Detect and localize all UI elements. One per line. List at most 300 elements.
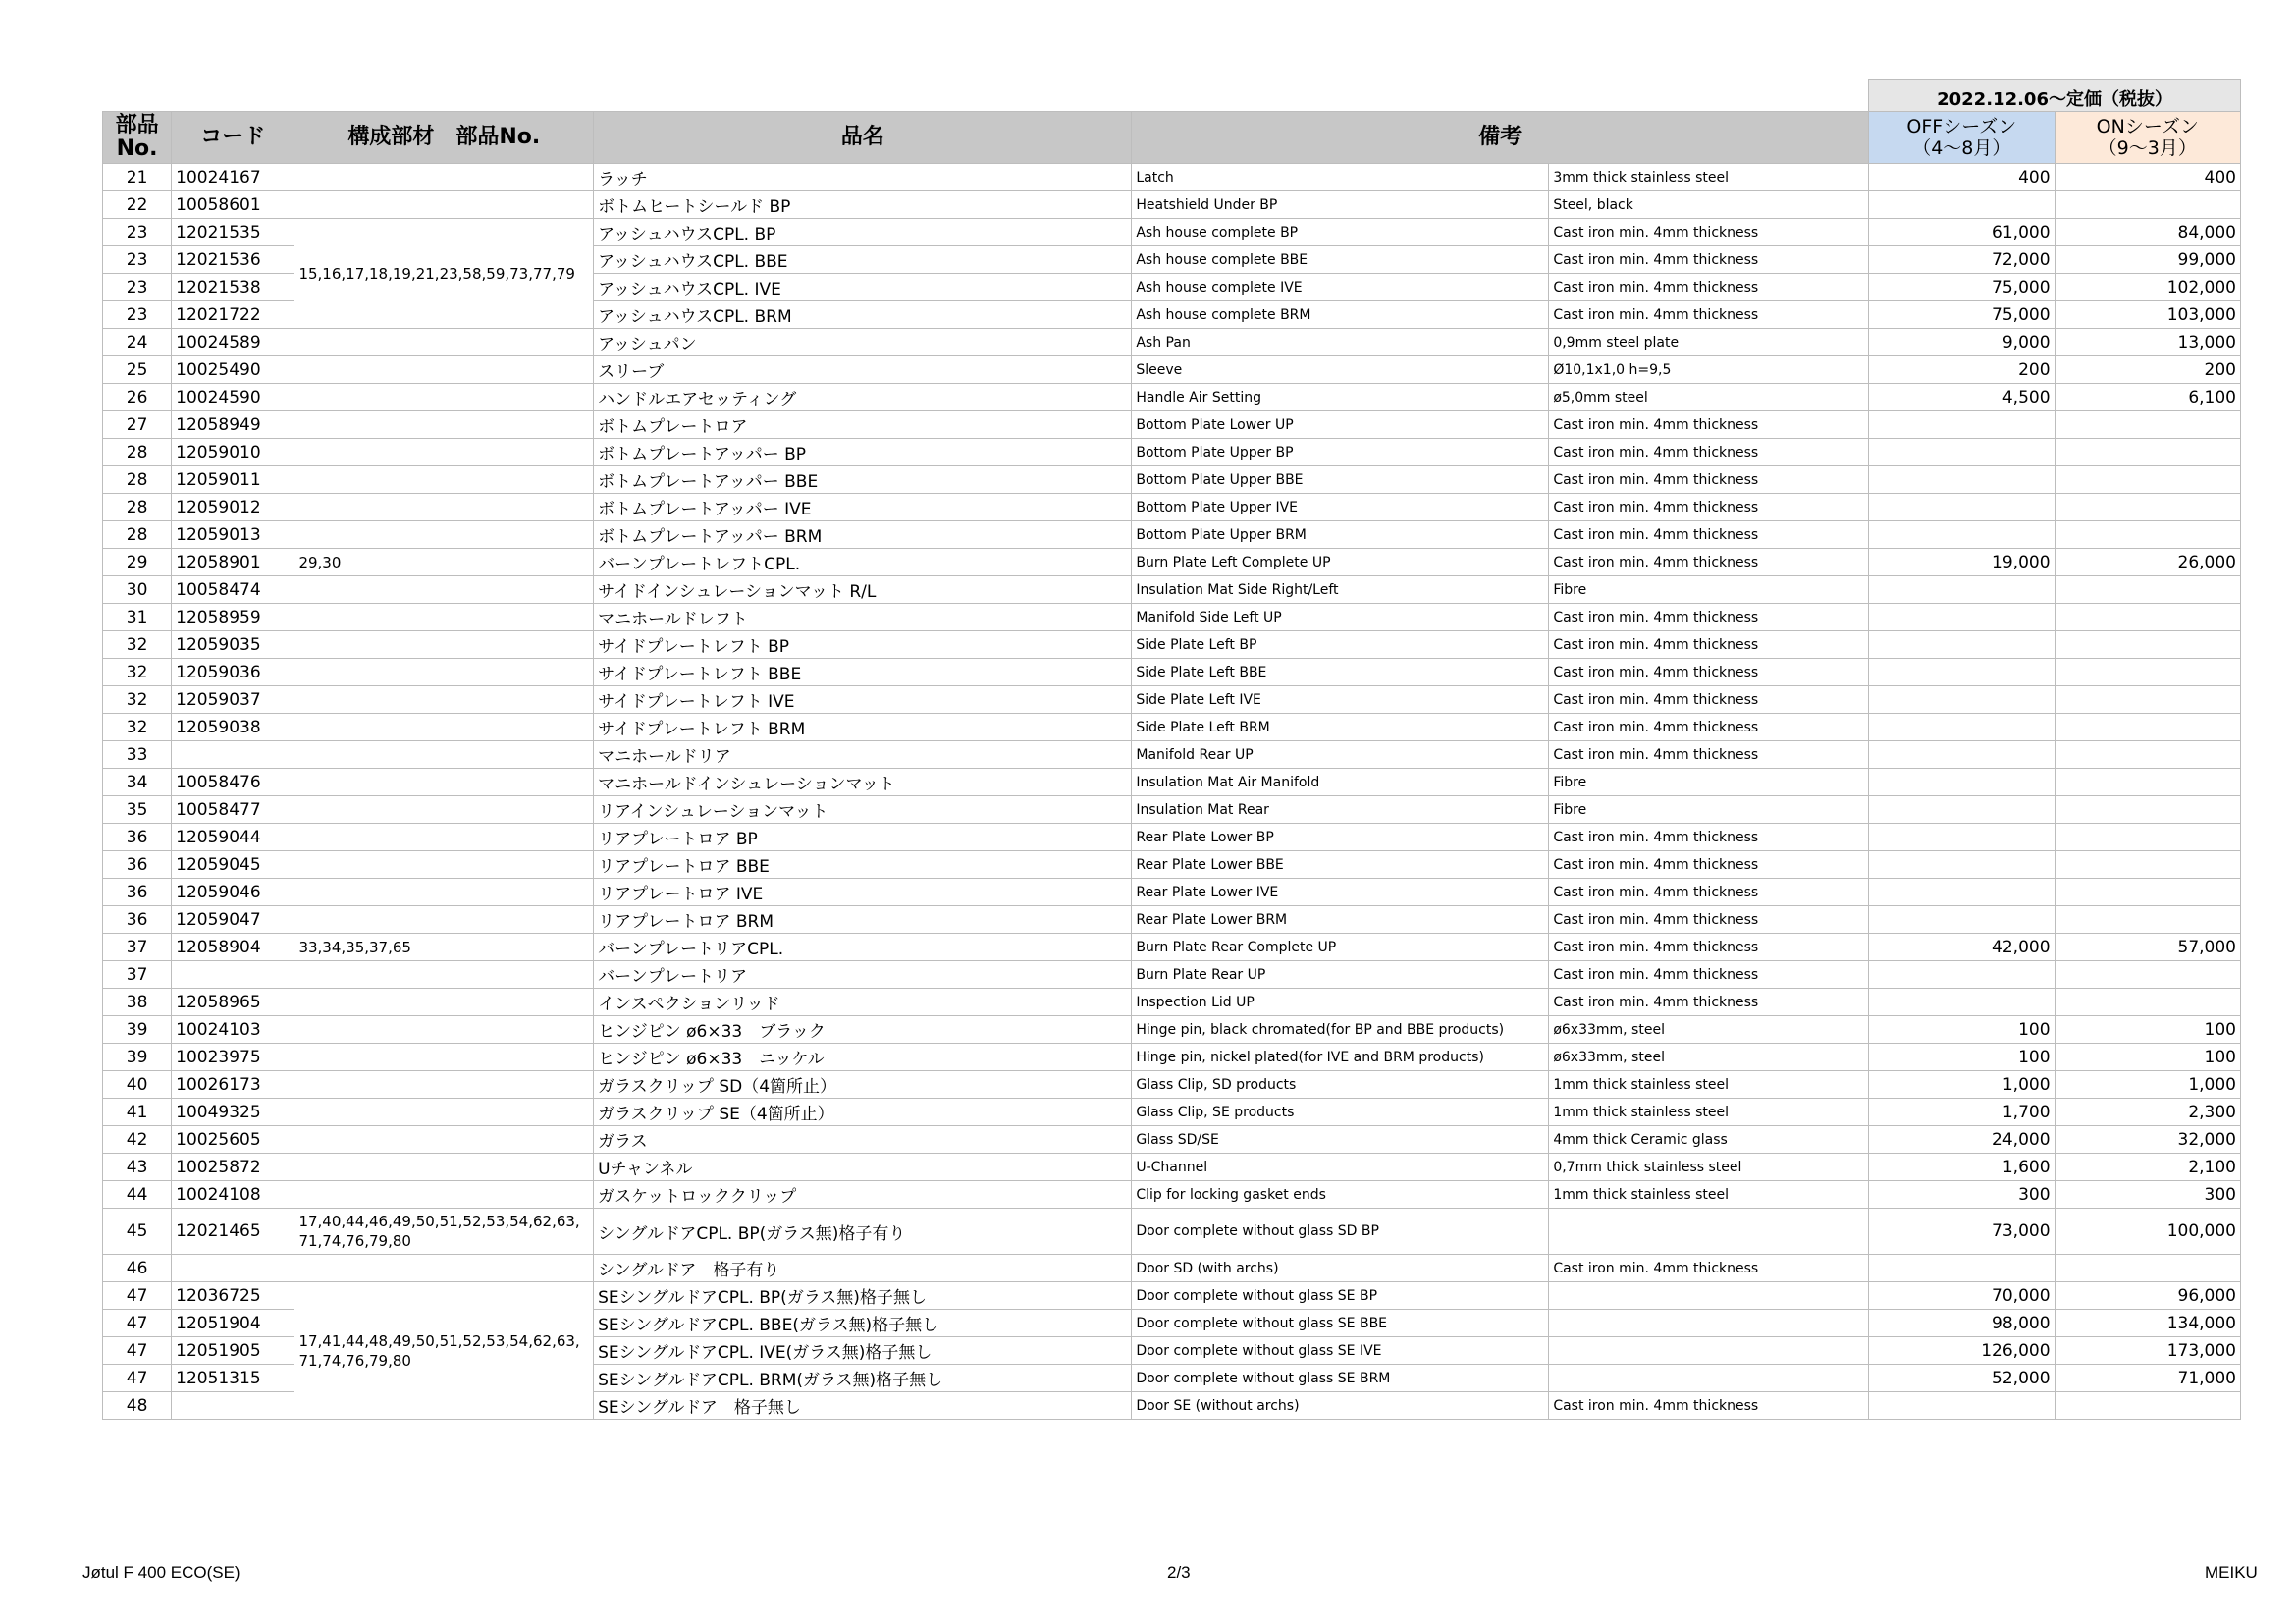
off-season-price: [1869, 851, 2055, 879]
component-numbers: [294, 356, 594, 384]
component-numbers: 33,34,35,37,65: [294, 934, 594, 961]
part-code: 10058476: [172, 769, 294, 796]
part-english-name: Latch: [1132, 164, 1549, 191]
part-name: シングルドア 格子有り: [594, 1255, 1132, 1282]
component-numbers: 15,16,17,18,19,21,23,58,59,73,77,79: [294, 219, 594, 329]
on-season-price: 96,000: [2055, 1282, 2240, 1310]
part-no: 28: [103, 494, 172, 521]
part-code: 12021538: [172, 274, 294, 301]
part-english-name: Ash house complete BBE: [1132, 246, 1549, 274]
off-season-price: 100: [1869, 1044, 2055, 1071]
table-row: [103, 549, 2241, 576]
part-name: ガラス: [594, 1126, 1132, 1154]
off-season-price: [1869, 631, 2055, 659]
part-name: ラッチ: [594, 164, 1132, 191]
on-season-price: 57,000: [2055, 934, 2240, 961]
table-row: [103, 796, 2241, 824]
part-no: 30: [103, 576, 172, 604]
off-season-price: 73,000: [1869, 1209, 2055, 1255]
component-numbers: [294, 686, 594, 714]
part-no: 28: [103, 466, 172, 494]
part-code: 12059035: [172, 631, 294, 659]
part-spec: Cast iron min. 4mm thickness: [1549, 521, 1869, 549]
part-english-name: Ash Pan: [1132, 329, 1549, 356]
on-season-price: [2055, 604, 2240, 631]
part-code: [172, 961, 294, 989]
part-code: 12059046: [172, 879, 294, 906]
table-row: [103, 824, 2241, 851]
header-code: コード: [172, 112, 294, 164]
off-season-price: 400: [1869, 164, 2055, 191]
part-name: アッシュパン: [594, 329, 1132, 356]
part-no: 23: [103, 301, 172, 329]
part-english-name: Glass Clip, SE products: [1132, 1099, 1549, 1126]
part-english-name: Bottom Plate Lower UP: [1132, 411, 1549, 439]
on-season-price: [2055, 741, 2240, 769]
on-season-price: 71,000: [2055, 1365, 2240, 1392]
off-season-price: 24,000: [1869, 1126, 2055, 1154]
part-spec: Cast iron min. 4mm thickness: [1549, 604, 1869, 631]
off-season-price: 200: [1869, 356, 2055, 384]
part-english-name: Rear Plate Lower IVE: [1132, 879, 1549, 906]
part-code: 12059013: [172, 521, 294, 549]
part-no: 36: [103, 906, 172, 934]
off-season-price: 72,000: [1869, 246, 2055, 274]
part-no: 34: [103, 769, 172, 796]
off-season-price: 61,000: [1869, 219, 2055, 246]
part-code: 10026173: [172, 1071, 294, 1099]
off-season-price: [1869, 1255, 2055, 1282]
part-code: 10025872: [172, 1154, 294, 1181]
part-name: ヒンジピン ø6×33 ニッケル: [594, 1044, 1132, 1071]
part-no: 45: [103, 1209, 172, 1255]
part-english-name: Inspection Lid UP: [1132, 989, 1549, 1016]
part-name: SEシングルドアCPL. BBE(ガラス無)格子無し: [594, 1310, 1132, 1337]
on-season-price: 103,000: [2055, 301, 2240, 329]
part-code: 10024590: [172, 384, 294, 411]
part-name: リアプレートロア BBE: [594, 851, 1132, 879]
part-code: [172, 741, 294, 769]
part-no: 44: [103, 1181, 172, 1209]
column-header-row: [103, 112, 2241, 164]
part-name: サイドインシュレーションマット R/L: [594, 576, 1132, 604]
off-season-price: [1869, 439, 2055, 466]
component-numbers: [294, 1099, 594, 1126]
header-on-season: ONシーズン （9～3月）: [2055, 112, 2240, 164]
part-code: 12021465: [172, 1209, 294, 1255]
part-name: アッシュハウスCPL. BRM: [594, 301, 1132, 329]
part-name: サイドプレートレフト IVE: [594, 686, 1132, 714]
off-season-price: [1869, 191, 2055, 219]
off-season-price: 70,000: [1869, 1282, 2055, 1310]
part-no: 23: [103, 246, 172, 274]
part-spec: Cast iron min. 4mm thickness: [1549, 1392, 1869, 1420]
component-numbers: [294, 1181, 594, 1209]
part-code: 12059037: [172, 686, 294, 714]
part-no: 25: [103, 356, 172, 384]
part-english-name: Glass SD/SE: [1132, 1126, 1549, 1154]
table-row: [103, 1099, 2241, 1126]
part-name: ボトムプレートアッパー BP: [594, 439, 1132, 466]
on-season-price: 84,000: [2055, 219, 2240, 246]
table-row: [103, 1016, 2241, 1044]
table-row: [103, 1154, 2241, 1181]
on-season-price: [2055, 659, 2240, 686]
part-name: SEシングルドア 格子無し: [594, 1392, 1132, 1420]
part-english-name: Burn Plate Left Complete UP: [1132, 549, 1549, 576]
off-season-price: [1869, 1392, 2055, 1420]
part-english-name: Rear Plate Lower BBE: [1132, 851, 1549, 879]
part-spec: 4mm thick Ceramic glass: [1549, 1126, 1869, 1154]
part-english-name: Clip for locking gasket ends: [1132, 1181, 1549, 1209]
part-no: 47: [103, 1337, 172, 1365]
component-numbers: [294, 329, 594, 356]
part-code: 10024589: [172, 329, 294, 356]
part-name: インスペクションリッド: [594, 989, 1132, 1016]
part-name: バーンプレートリア: [594, 961, 1132, 989]
part-code: 12058959: [172, 604, 294, 631]
component-numbers: [294, 769, 594, 796]
component-numbers: [294, 1071, 594, 1099]
part-spec: [1549, 1337, 1869, 1365]
part-name: シングルドアCPL. BP(ガラス無)格子有り: [594, 1209, 1132, 1255]
on-season-price: [2055, 714, 2240, 741]
table-row: [103, 164, 2241, 191]
part-no: 28: [103, 521, 172, 549]
on-season-price: 13,000: [2055, 329, 2240, 356]
component-numbers: [294, 851, 594, 879]
off-season-price: [1869, 769, 2055, 796]
part-name: Uチャンネル: [594, 1154, 1132, 1181]
on-season-price: [2055, 824, 2240, 851]
part-name: サイドプレートレフト BBE: [594, 659, 1132, 686]
on-season-price: [2055, 494, 2240, 521]
off-season-price: [1869, 714, 2055, 741]
part-spec: Cast iron min. 4mm thickness: [1549, 714, 1869, 741]
table-row: [103, 714, 2241, 741]
part-code: 12021536: [172, 246, 294, 274]
part-english-name: Bottom Plate Upper BRM: [1132, 521, 1549, 549]
part-code: 12058901: [172, 549, 294, 576]
on-season-price: 26,000: [2055, 549, 2240, 576]
part-spec: ø6x33mm, steel: [1549, 1016, 1869, 1044]
part-name: アッシュハウスCPL. BP: [594, 219, 1132, 246]
component-numbers: [294, 384, 594, 411]
part-spec: [1549, 1282, 1869, 1310]
on-season-price: [2055, 411, 2240, 439]
component-numbers: [294, 1154, 594, 1181]
on-season-price: [2055, 521, 2240, 549]
on-season-price: [2055, 851, 2240, 879]
part-english-name: Door complete without glass SE BBE: [1132, 1310, 1549, 1337]
table-row: [103, 851, 2241, 879]
table-row: [103, 906, 2241, 934]
component-numbers: [294, 714, 594, 741]
off-season-price: 98,000: [1869, 1310, 2055, 1337]
table-row: [103, 934, 2241, 961]
table-row: [103, 989, 2241, 1016]
part-spec: Cast iron min. 4mm thickness: [1549, 659, 1869, 686]
part-no: 48: [103, 1392, 172, 1420]
part-name: アッシュハウスCPL. IVE: [594, 274, 1132, 301]
part-no: 31: [103, 604, 172, 631]
component-numbers: [294, 466, 594, 494]
component-numbers: 29,30: [294, 549, 594, 576]
table-row: [103, 1282, 2241, 1310]
part-code: 12058965: [172, 989, 294, 1016]
part-spec: 0,9mm steel plate: [1549, 329, 1869, 356]
table-row: [103, 1044, 2241, 1071]
off-season-price: 75,000: [1869, 274, 2055, 301]
table-row: [103, 329, 2241, 356]
header-no: 部品 No.: [103, 112, 172, 164]
part-code: 10023975: [172, 1044, 294, 1071]
on-season-price: [2055, 1392, 2240, 1420]
part-code: 10024108: [172, 1181, 294, 1209]
part-name: スリーブ: [594, 356, 1132, 384]
on-season-price: 99,000: [2055, 246, 2240, 274]
part-english-name: Door SD (with archs): [1132, 1255, 1549, 1282]
part-no: 33: [103, 741, 172, 769]
part-spec: [1549, 1365, 1869, 1392]
part-english-name: Rear Plate Lower BP: [1132, 824, 1549, 851]
part-no: 40: [103, 1071, 172, 1099]
part-spec: Cast iron min. 4mm thickness: [1549, 494, 1869, 521]
part-english-name: Side Plate Left IVE: [1132, 686, 1549, 714]
part-name: ボトムプレートロア: [594, 411, 1132, 439]
part-name: ガラスクリップ SE（4箇所止）: [594, 1099, 1132, 1126]
component-numbers: [294, 1255, 594, 1282]
on-season-price: [2055, 686, 2240, 714]
parts-table: [102, 79, 2241, 1420]
part-spec: 1mm thick stainless steel: [1549, 1071, 1869, 1099]
part-spec: Cast iron min. 4mm thickness: [1549, 934, 1869, 961]
footer-page-number: 2/3: [1167, 1563, 1191, 1582]
part-spec: Cast iron min. 4mm thickness: [1549, 466, 1869, 494]
part-spec: Cast iron min. 4mm thickness: [1549, 961, 1869, 989]
part-english-name: Insulation Mat Rear: [1132, 796, 1549, 824]
part-english-name: Ash house complete BRM: [1132, 301, 1549, 329]
footer-product: Jøtul F 400 ECO(SE): [82, 1563, 240, 1582]
part-no: 26: [103, 384, 172, 411]
part-spec: 1mm thick stainless steel: [1549, 1099, 1869, 1126]
part-english-name: Manifold Rear UP: [1132, 741, 1549, 769]
part-no: 36: [103, 879, 172, 906]
table-row: [103, 576, 2241, 604]
on-season-price: 100: [2055, 1044, 2240, 1071]
part-spec: Cast iron min. 4mm thickness: [1549, 741, 1869, 769]
on-season-price: [2055, 879, 2240, 906]
part-no: 47: [103, 1365, 172, 1392]
part-spec: Cast iron min. 4mm thickness: [1549, 879, 1869, 906]
off-season-price: 42,000: [1869, 934, 2055, 961]
part-name: バーンプレートリアCPL.: [594, 934, 1132, 961]
part-name: サイドプレートレフト BRM: [594, 714, 1132, 741]
part-spec: 0,7mm thick stainless steel: [1549, 1154, 1869, 1181]
off-season-price: 52,000: [1869, 1365, 2055, 1392]
date-header-row: [103, 80, 2241, 112]
table-row: [103, 1255, 2241, 1282]
component-numbers: 17,40,44,46,49,50,51,52,53,54,62,63, 71,74,76,79,80: [294, 1209, 594, 1255]
part-spec: Cast iron min. 4mm thickness: [1549, 686, 1869, 714]
part-no: 35: [103, 796, 172, 824]
part-code: 12059038: [172, 714, 294, 741]
part-english-name: Side Plate Left BBE: [1132, 659, 1549, 686]
part-no: 27: [103, 411, 172, 439]
part-code: 10058601: [172, 191, 294, 219]
component-numbers: [294, 824, 594, 851]
part-name: マニホールドレフト: [594, 604, 1132, 631]
on-season-price: [2055, 1255, 2240, 1282]
part-english-name: U-Channel: [1132, 1154, 1549, 1181]
part-name: ボトムプレートアッパー IVE: [594, 494, 1132, 521]
part-name: リアインシュレーションマット: [594, 796, 1132, 824]
price-date-label: 2022.12.06～定価（税抜）: [1869, 80, 2241, 112]
off-season-price: [1869, 576, 2055, 604]
part-english-name: Door complete without glass SE BP: [1132, 1282, 1549, 1310]
table-row: [103, 741, 2241, 769]
part-name: ヒンジピン ø6×33 ブラック: [594, 1016, 1132, 1044]
part-english-name: Door complete without glass SE BRM: [1132, 1365, 1549, 1392]
off-season-price: [1869, 521, 2055, 549]
on-season-price: 2,300: [2055, 1099, 2240, 1126]
part-no: 39: [103, 1044, 172, 1071]
part-code: 12059045: [172, 851, 294, 879]
off-season-price: 300: [1869, 1181, 2055, 1209]
part-english-name: Hinge pin, nickel plated(for IVE and BRM products): [1132, 1044, 1549, 1071]
part-no: 28: [103, 439, 172, 466]
part-english-name: Burn Plate Rear UP: [1132, 961, 1549, 989]
part-code: 12051904: [172, 1310, 294, 1337]
on-season-price: [2055, 466, 2240, 494]
part-code: 10049325: [172, 1099, 294, 1126]
part-english-name: Sleeve: [1132, 356, 1549, 384]
on-season-price: 300: [2055, 1181, 2240, 1209]
table-row: [103, 439, 2241, 466]
component-numbers: [294, 576, 594, 604]
part-spec: Fibre: [1549, 796, 1869, 824]
on-season-price: [2055, 191, 2240, 219]
off-season-price: [1869, 466, 2055, 494]
part-no: 37: [103, 934, 172, 961]
part-spec: Cast iron min. 4mm thickness: [1549, 274, 1869, 301]
part-name: ボトムプレートアッパー BBE: [594, 466, 1132, 494]
table-row: [103, 411, 2241, 439]
part-english-name: Door complete without glass SD BP: [1132, 1209, 1549, 1255]
part-no: 39: [103, 1016, 172, 1044]
part-code: 12059047: [172, 906, 294, 934]
part-name: ガスケットロッククリップ: [594, 1181, 1132, 1209]
table-row: [103, 961, 2241, 989]
off-season-price: [1869, 879, 2055, 906]
table-row: [103, 686, 2241, 714]
part-no: 38: [103, 989, 172, 1016]
component-numbers: [294, 989, 594, 1016]
header-remarks: 備考: [1132, 112, 1869, 164]
table-row: [103, 1126, 2241, 1154]
off-season-price: [1869, 906, 2055, 934]
on-season-price: [2055, 796, 2240, 824]
on-season-price: 100: [2055, 1016, 2240, 1044]
on-season-price: 2,100: [2055, 1154, 2240, 1181]
table-row: [103, 521, 2241, 549]
on-season-price: [2055, 961, 2240, 989]
part-name: SEシングルドアCPL. IVE(ガラス無)格子無し: [594, 1337, 1132, 1365]
on-season-price: 32,000: [2055, 1126, 2240, 1154]
on-season-price: [2055, 631, 2240, 659]
table-row: [103, 466, 2241, 494]
part-code: 12059012: [172, 494, 294, 521]
part-english-name: Door complete without glass SE IVE: [1132, 1337, 1549, 1365]
part-spec: [1549, 1209, 1869, 1255]
part-name: マニホールドインシュレーションマット: [594, 769, 1132, 796]
part-english-name: Bottom Plate Upper IVE: [1132, 494, 1549, 521]
off-season-price: [1869, 824, 2055, 851]
part-spec: Cast iron min. 4mm thickness: [1549, 631, 1869, 659]
part-code: 12058949: [172, 411, 294, 439]
part-no: 23: [103, 219, 172, 246]
on-season-price: 100,000: [2055, 1209, 2240, 1255]
on-season-price: 134,000: [2055, 1310, 2240, 1337]
part-name: ハンドルエアセッティング: [594, 384, 1132, 411]
part-english-name: Bottom Plate Upper BBE: [1132, 466, 1549, 494]
part-spec: Cast iron min. 4mm thickness: [1549, 824, 1869, 851]
part-no: 32: [103, 714, 172, 741]
part-no: 32: [103, 631, 172, 659]
part-name: リアプレートロア BRM: [594, 906, 1132, 934]
off-season-price: 126,000: [1869, 1337, 2055, 1365]
component-numbers: [294, 191, 594, 219]
part-code: 12021535: [172, 219, 294, 246]
part-spec: Cast iron min. 4mm thickness: [1549, 906, 1869, 934]
part-no: 36: [103, 824, 172, 851]
off-season-price: [1869, 796, 2055, 824]
part-english-name: Burn Plate Rear Complete UP: [1132, 934, 1549, 961]
off-season-price: [1869, 659, 2055, 686]
part-spec: Cast iron min. 4mm thickness: [1549, 411, 1869, 439]
part-english-name: Ash house complete BP: [1132, 219, 1549, 246]
part-code: 12051315: [172, 1365, 294, 1392]
table-row: [103, 494, 2241, 521]
part-code: 12059044: [172, 824, 294, 851]
header-off-season: OFFシーズン （4～8月）: [1869, 112, 2055, 164]
part-spec: 1mm thick stainless steel: [1549, 1181, 1869, 1209]
on-season-price: 6,100: [2055, 384, 2240, 411]
part-code: 10025490: [172, 356, 294, 384]
part-code: 10058474: [172, 576, 294, 604]
off-season-price: [1869, 604, 2055, 631]
on-season-price: [2055, 989, 2240, 1016]
part-spec: ø5,0mm steel: [1549, 384, 1869, 411]
table-row: [103, 631, 2241, 659]
off-season-price: [1869, 961, 2055, 989]
off-season-price: 1,600: [1869, 1154, 2055, 1181]
part-spec: Cast iron min. 4mm thickness: [1549, 989, 1869, 1016]
off-season-price: 4,500: [1869, 384, 2055, 411]
part-no: 37: [103, 961, 172, 989]
table-row: [103, 1209, 2241, 1255]
part-code: 12059036: [172, 659, 294, 686]
on-season-price: [2055, 906, 2240, 934]
part-code: 12051905: [172, 1337, 294, 1365]
part-code: 10058477: [172, 796, 294, 824]
part-name: バーンプレートレフトCPL.: [594, 549, 1132, 576]
component-numbers: [294, 741, 594, 769]
part-name: アッシュハウスCPL. BBE: [594, 246, 1132, 274]
on-season-price: 173,000: [2055, 1337, 2240, 1365]
part-name: SEシングルドアCPL. BP(ガラス無)格子無し: [594, 1282, 1132, 1310]
off-season-price: 19,000: [1869, 549, 2055, 576]
